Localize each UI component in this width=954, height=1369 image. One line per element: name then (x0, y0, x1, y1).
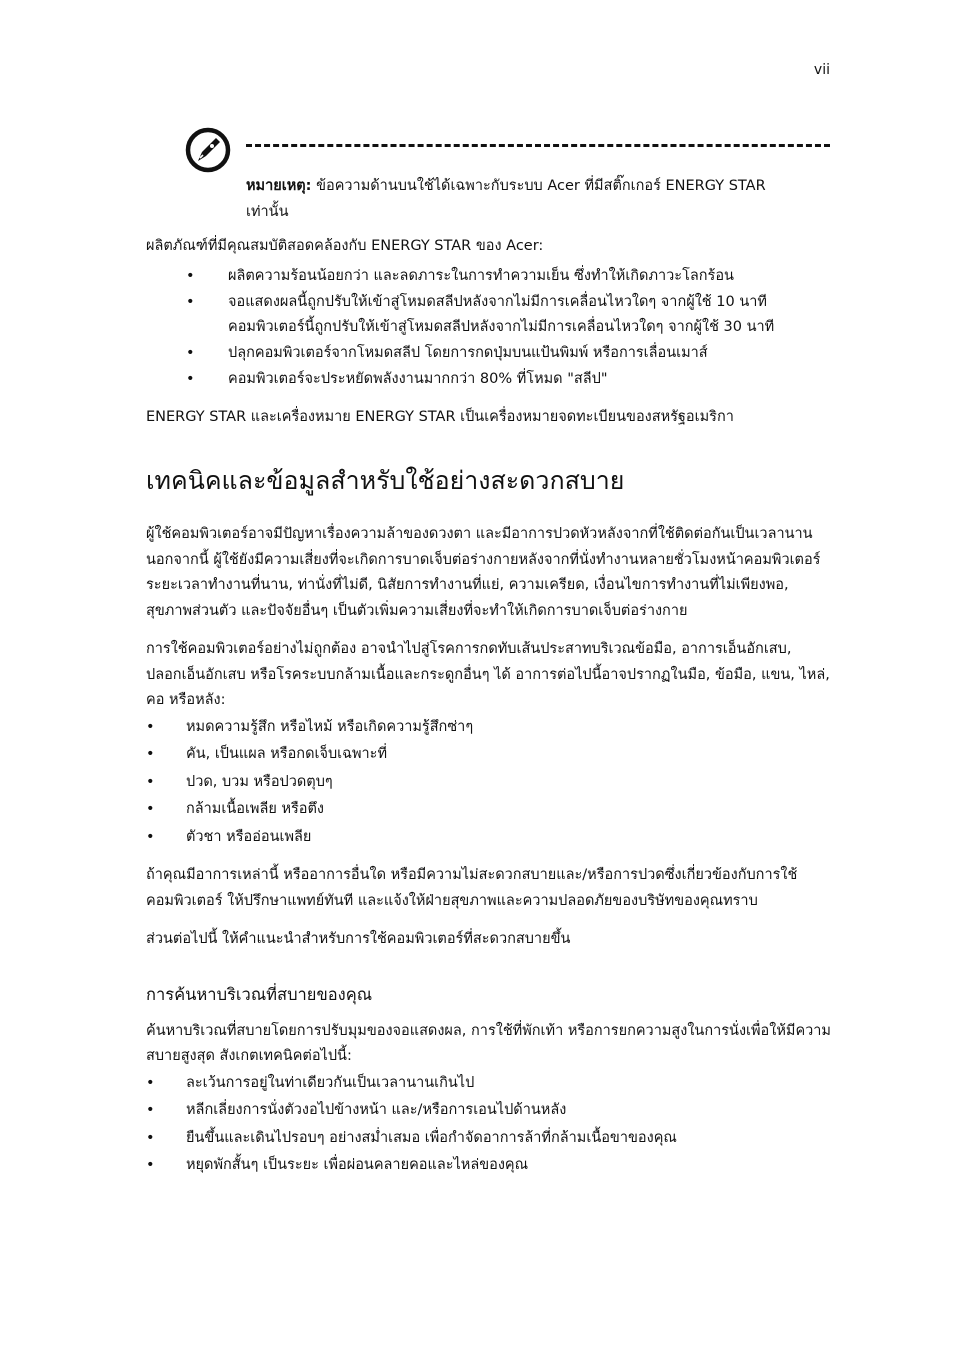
paragraph-risks: ผู้ใช้คอมพิวเตอร์อาจมีปัญหาเรื่องความล้าของดวงตา และมีอาการปวดหัวหลังจากที่ใช้ติดต่อกันเป็นเวลานาน นอกจากนี้ ผู้ใช้ยังมีความเสี่ยงที่จะเกิดการบาดเจ็บต่อร่างกายหลังจากที่นั่งทำงานหลายชั่วโมงหน้าคอมพิวเตอร์ ระยะเวลาทำงานที่นาน, ท่านั่งที่ไม่ดี, นิสัยการทำงานที่แย่, ความเครียด, เงื่อนไขการทำงานที่ไม่เพียงพอ, สุขภาพส่วนตัว และปัจจัยอื่นๆ เป็นตัวเพิ่มความเสี่ยงที่จะทำให้เกิดการบาดเจ็บต่อร่างกาย (146, 526, 821, 619)
comfort-tips-list (146, 1070, 831, 1180)
energy-trademark: ENERGY STAR และเครื่องหมาย ENERGY STAR เป็นเครื่องหมายจดทะเบียนของสหรัฐอเมริกา (146, 408, 734, 425)
subsection-heading: การค้นหาบริเวณที่สบายของคุณ (146, 984, 373, 1004)
list-item: • ผลิตความร้อนน้อยกว่า และลดภาระในการทำความเย็น ซึ่งทำให้เกิดภาวะโลกร้อน (146, 264, 831, 289)
note-pen-icon (185, 127, 231, 173)
list-item: • ปลุกคอมพิวเตอร์จากโหมดสลีป โดยการกดปุ่มบนแป้นพิมพ์ หรือการเลื่อนเมาส์ (146, 341, 831, 366)
paragraph-improper-use: การใช้คอมพิวเตอร์อย่างไม่ถูกต้อง อาจนำไปสู่โรคการกดทับเส้นประสาทบริเวณข้อมือ, อาการเอ็นอักเสบ, ปลอกเอ็นอักเสบ หรือโรคระบบกล้ามเนื้อและกระดูกอื่นๆ ได้ อาการต่อไปนี้อาจปรากฏในมือ, ข้อมือ, แขน, ไหล่, คอ หรือหลัง: (146, 641, 830, 708)
note-body: ข้อความด้านบนใช้ได้เฉพาะกับระบบ Acer ที่มีสติ๊กเกอร์ ENERGY STAR เท่านั้น (246, 178, 766, 220)
list-item: • คัน, เป็นแผล หรือกดเจ็บเฉพาะที่ (146, 741, 831, 769)
energy-intro: ผลิตภัณฑ์ที่มีคุณสมบัติสอดคล้องกับ ENERGY STAR ของ Acer: (146, 238, 544, 254)
section-heading: เทคนิคและข้อมูลสำหรับใช้อย่างสะดวกสบาย (146, 466, 625, 495)
list-item: • หยุดพักสั้นๆ เป็นระยะ เพื่อผ่อนคลายคอและไหล่ของคุณ (146, 1152, 831, 1180)
paragraph-consult: ถ้าคุณมีอาการเหล่านี้ หรืออาการอื่นใด หรือมีความไม่สะดวกสบายและ/หรือการปวดซึ่งเกี่ยวข้องกับการใช้คอมพิวเตอร์ ให้ปรึกษาแพทย์ทันที และแจ้งให้ฝ่ายสุขภาพและความปลอดภัยของบริษัทของคุณทราบ (146, 867, 798, 909)
list-item: • ละเว้นการอยู่ในท่าเดียวกันเป็นเวลานานเกินไป (146, 1070, 831, 1098)
list-item: • ตัวชา หรืออ่อนเพลีย (146, 824, 831, 852)
list-item: • จอแสดงผลนี้ถูกปรับให้เข้าสู่โหมดสลีปหลังจากไม่มีการเคลื่อนไหวใดๆ จากผู้ใช้ 10 นาที คอมพิวเตอร์นี้ถูกปรับให้เข้าสู่โหมดสลีปหลังจากไม่มีการเคลื่อนไหวใดๆ จากผู้ใช้ 30 นาที (146, 290, 831, 340)
note-label: หมายเหตุ: (246, 178, 312, 194)
note-divider (246, 144, 830, 147)
main-content (146, 234, 831, 1180)
paragraph-next-section: ส่วนต่อไปนี้ ให้คำแนะนำสำหรับการใช้คอมพิวเตอร์ที่สะดวกสบายขึ้น (146, 931, 571, 947)
list-item: • หลีกเลี่ยงการนั่งตัวงอไปข้างหน้า และ/หรือการเอนไปด้านหลัง (146, 1097, 831, 1125)
energy-bullet-list (146, 264, 831, 392)
list-item: • ปวด, บวม หรือปวดตุบๆ (146, 769, 831, 797)
list-item: • กล้ามเนื้อเพลีย หรือตึง (146, 796, 831, 824)
note-text (246, 173, 806, 225)
page-number: vii (813, 62, 830, 78)
symptom-list (146, 714, 831, 852)
list-item: • ยืนขึ้นและเดินไปรอบๆ อย่างสม่ำเสมอ เพื่อกำจัดอาการล้าที่กล้ามเนื้อขาของคุณ (146, 1125, 831, 1153)
paragraph-comfort-zone: ค้นหาบริเวณที่สบายโดยการปรับมุมของจอแสดงผล, การใช้ที่พักเท้า หรือการยกความสูงในการนั่งเพื่อให้มีความสบายสูงสุด สังเกตเทคนิคต่อไปนี้: (146, 1022, 831, 1064)
list-item: • คอมพิวเตอร์จะประหยัดพลังงานมากกว่า 80% ที่โหมด "สลีป" (146, 367, 831, 392)
list-item: • หมดความรู้สึก หรือไหม้ หรือเกิดความรู้สึกซ่าๆ (146, 714, 831, 742)
